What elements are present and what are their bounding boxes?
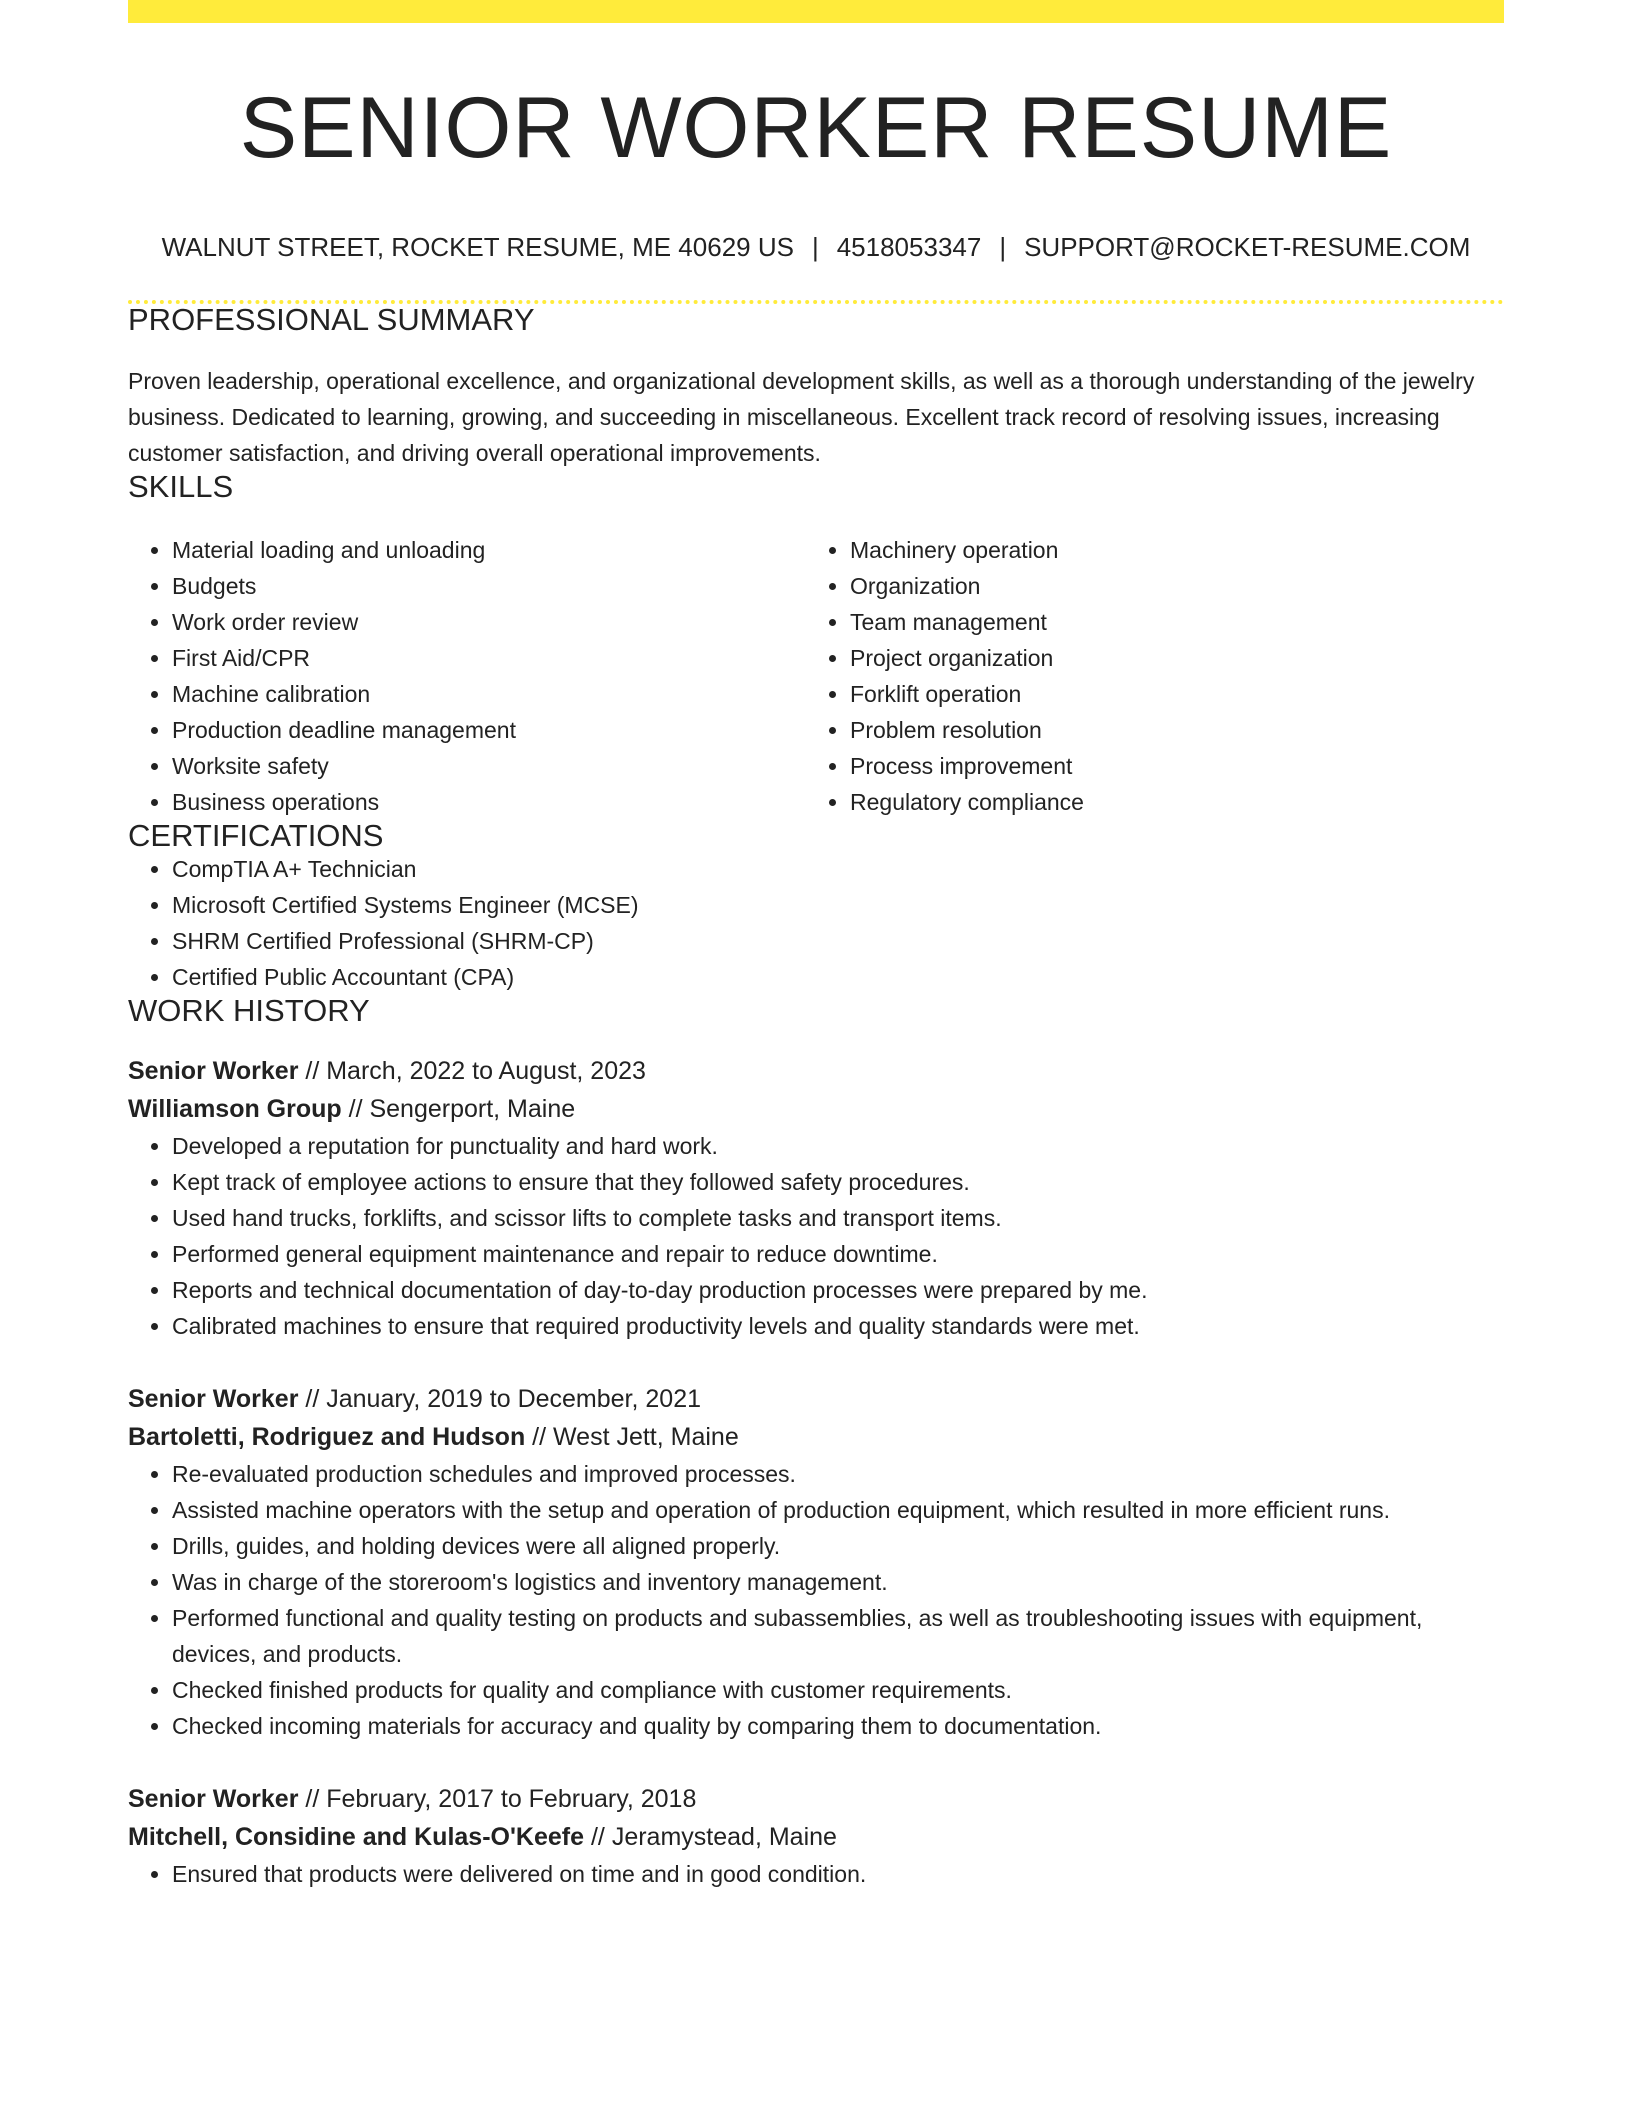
job-title-line: [128, 1380, 1504, 1418]
job-location: Jeramystead, Maine: [611, 1823, 837, 1851]
job-entry: [128, 1780, 1504, 1892]
job-duty: • Re-evaluated production schedules and improved processes.: [172, 1456, 1504, 1492]
job-duties-list: [128, 1856, 1504, 1892]
skill-item: • Process improvement: [850, 748, 1504, 784]
job-entry: [128, 1380, 1504, 1744]
job-duties-list: [128, 1128, 1504, 1344]
job-company: Bartoletti, Rodriguez and Hudson: [128, 1423, 526, 1451]
skill-item: • Budgets: [172, 568, 806, 604]
skill-item: • Team management: [850, 604, 1504, 640]
summary-heading: PROFESSIONAL SUMMARY: [128, 302, 535, 337]
skill-item: • Material loading and unloading: [172, 532, 806, 568]
contact-separator: |: [999, 232, 1007, 262]
skill-item: • Project organization: [850, 640, 1504, 676]
job-duty: • Kept track of employee actions to ensure that they followed safety procedures.: [172, 1164, 1504, 1200]
job-separator: //: [298, 1385, 327, 1413]
skill-item: • First Aid/CPR: [172, 640, 806, 676]
job-role: Senior Worker: [128, 1385, 299, 1413]
certification-item: • CompTIA A+ Technician: [172, 851, 1504, 887]
job-duty: • Checked finished products for quality and compliance with customer requirements.: [172, 1672, 1504, 1708]
job-company-line: [128, 1418, 1504, 1456]
contact-address: WALNUT STREET, ROCKET RESUME, ME 40629 US: [161, 232, 794, 262]
contact-separator: |: [811, 232, 819, 262]
certification-item: • Microsoft Certified Systems Engineer (MCSE): [172, 887, 1504, 923]
certification-item: • SHRM Certified Professional (SHRM-CP): [172, 923, 1504, 959]
job-company: Mitchell, Considine and Kulas-O'Keefe: [128, 1823, 585, 1851]
skill-item: • Machine calibration: [172, 676, 806, 712]
certifications-list: [128, 851, 1504, 995]
skill-item: • Problem resolution: [850, 712, 1504, 748]
job-dates: March, 2022 to August, 2023: [326, 1057, 646, 1085]
job-duty: • Checked incoming materials for accuracy and quality by comparing them to documentation.: [172, 1708, 1504, 1744]
job-duty: • Performed general equipment maintenance and repair to reduce downtime.: [172, 1236, 1504, 1272]
skill-item: • Business operations: [172, 784, 806, 820]
skill-item: • Worksite safety: [172, 748, 806, 784]
job-duty: • Ensured that products were delivered on time and in good condition.: [172, 1856, 1504, 1892]
skill-item: • Production deadline management: [172, 712, 806, 748]
job-duty: • Calibrated machines to ensure that required productivity levels and quality standards were met.: [172, 1308, 1504, 1344]
job-separator: //: [341, 1095, 370, 1123]
job-separator: //: [298, 1057, 327, 1085]
job-entry: [128, 1052, 1504, 1344]
job-company-line: [128, 1818, 1504, 1856]
job-role: Senior Worker: [128, 1785, 299, 1813]
certification-item: • Certified Public Accountant (CPA): [172, 959, 1504, 995]
job-company: Williamson Group: [128, 1095, 342, 1123]
job-title-line: [128, 1052, 1504, 1090]
skills-grid: [128, 532, 1504, 820]
job-duty: • Reports and technical documentation of day-to-day production processes were prepared by me.: [172, 1272, 1504, 1308]
skills-list-right: [806, 532, 1504, 820]
summary-text: Proven leadership, operational excellence, and organizational development skills, as well as a thorough understanding of the jewelry business. Dedicated to learning, growing, and succeeding in miscellaneous. Excellent track record of resolving issues, increasing customer satisfaction, and driving overall operational improvements.: [128, 368, 1475, 466]
job-separator: //: [525, 1423, 554, 1451]
certifications-heading: CERTIFICATIONS: [128, 818, 384, 853]
skill-item: • Work order review: [172, 604, 806, 640]
job-duty: • Used hand trucks, forklifts, and scissor lifts to complete tasks and transport items.: [172, 1200, 1504, 1236]
job-duty: • Drills, guides, and holding devices were all aligned properly.: [172, 1528, 1504, 1564]
accent-top-bar: [128, 0, 1504, 23]
work-history-heading: WORK HISTORY: [128, 993, 370, 1028]
skills-heading: SKILLS: [128, 469, 234, 504]
job-location: Sengerport, Maine: [369, 1095, 576, 1123]
contact-email: SUPPORT@ROCKET-RESUME.COM: [1024, 232, 1471, 262]
skill-item: • Machinery operation: [850, 532, 1504, 568]
job-location: West Jett, Maine: [553, 1423, 739, 1451]
job-dates: February, 2017 to February, 2018: [326, 1785, 697, 1813]
job-role: Senior Worker: [128, 1057, 299, 1085]
job-company-line: [128, 1090, 1504, 1128]
skills-list-left: [128, 532, 806, 820]
skill-item: • Organization: [850, 568, 1504, 604]
job-duty: • Developed a reputation for punctuality and hard work.: [172, 1128, 1504, 1164]
job-separator: //: [298, 1785, 327, 1813]
resume-title: SENIOR WORKER RESUME: [239, 80, 1393, 176]
resume-page: [128, 0, 1504, 1892]
job-title-line: [128, 1780, 1504, 1818]
contact-phone: 4518053347: [836, 232, 982, 262]
job-duty: • Assisted machine operators with the setup and operation of production equipment, which resulted in more efficient runs.: [172, 1492, 1504, 1528]
job-duties-list: [128, 1456, 1504, 1744]
job-duty: • Was in charge of the storeroom's logistics and inventory management.: [172, 1564, 1504, 1600]
job-dates: January, 2019 to December, 2021: [326, 1385, 702, 1413]
job-separator: //: [584, 1823, 612, 1851]
job-duty: • Performed functional and quality testing on products and subassemblies, as well as troubleshooting issues with equipment, devices, and products.: [172, 1600, 1504, 1672]
skill-item: • Forklift operation: [850, 676, 1504, 712]
contact-line: [128, 234, 1504, 260]
skill-item: • Regulatory compliance: [850, 784, 1504, 820]
